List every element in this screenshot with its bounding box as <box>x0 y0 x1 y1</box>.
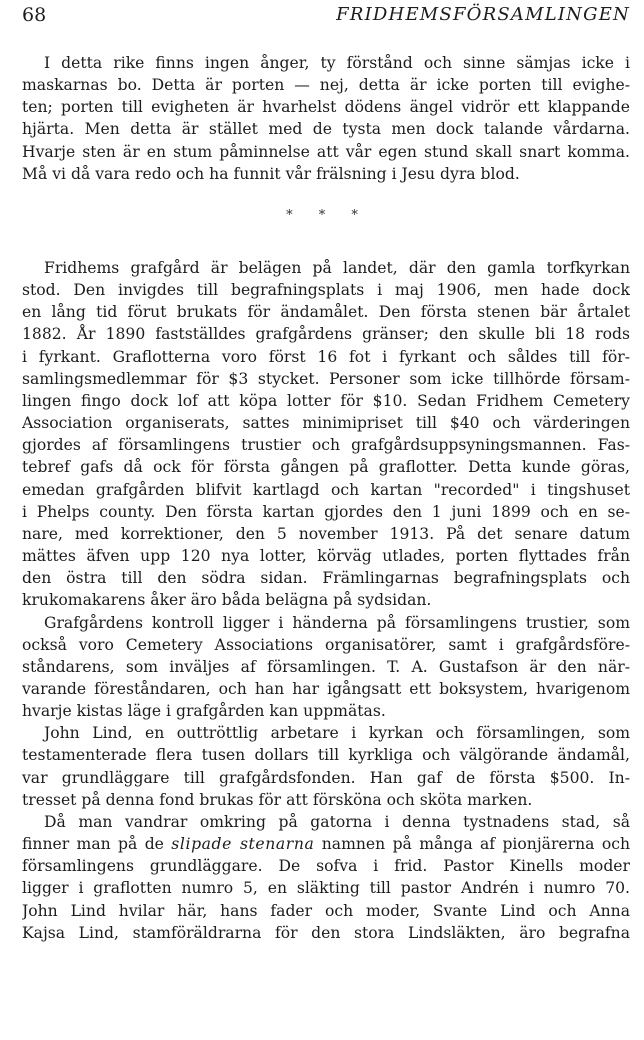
text-line: Grafgårdens kontroll ligger i händerna på församlingens trustier, som <box>44 613 630 632</box>
running-head <box>22 4 630 30</box>
text-line: I detta rike finns ingen ånger, ty förstånd och sinne sämjas icke i <box>44 54 630 72</box>
text-line: ten; porten till evigheten är hvarhelst dödens ängel vidrör ett klappande <box>22 98 630 117</box>
text-line: tresset på denna fond brukas för att försköna och sköta marken. <box>22 790 533 809</box>
text-line: Association organiserats, sattes minimipriset till $40 och värderingen <box>22 414 630 433</box>
asterisk: * <box>286 208 293 223</box>
text-line: varande föreståndaren, och han har igångsatt ett boksystem, hvarigenom <box>22 679 630 698</box>
section-break <box>0 208 644 223</box>
text-line: gjordes af församlingens trustier och grafgårdsuppsyningsmannen. Fas- <box>22 436 630 455</box>
text-line: mättes äfven upp 120 nya lotter, körväg utlades, porten flyttades från <box>22 547 630 566</box>
text-line: samlingsmedlemmar för $3 stycket. Personer som icke tillhörde försam- <box>22 369 630 388</box>
text-line: lingen fingo dock lof att köpa lotter för $10. Sedan Fridhem Cemetery <box>22 391 630 410</box>
emphasized-phrase: slipade stenarna <box>171 835 315 854</box>
asterisk: * <box>318 208 326 223</box>
text-line: krukomakarens åker äro båda belägna på sydsidan. <box>22 591 432 610</box>
text-line: stod. Den invigdes till begrafningsplats i maj 1906, men hade dock <box>22 281 630 300</box>
paragraph-cemetery <box>22 257 630 944</box>
text-line: testamenterade flera tusen dollars till kyrkliga och välgörande ändamål, <box>22 746 630 765</box>
text-line: den östra till den södra sidan. Främlingarnas begrafningsplats och <box>22 569 630 588</box>
text-line: emedan grafgården blifvit kartlagd och kartan "recorded" i tingshuset <box>22 480 630 499</box>
text-line: John Lind, en outtröttlig arbetare i kyrkan och församlingen, som <box>44 724 630 743</box>
running-title: FRIDHEMSFÖRSAMLINGEN <box>336 4 630 25</box>
text-line-emphasis <box>22 833 630 855</box>
text-line: Må vi då vara redo och ha funnit vår frälsning i Jesu dyra blod. <box>22 164 520 183</box>
text-line: i fyrkant. Graflotterna voro först 16 fot i fyrkant och såldes till för- <box>22 347 630 366</box>
text-line: 1882. År 1890 fastställdes grafgårdens gränser; den skulle bli 18 rods <box>22 325 630 344</box>
text-line: ståndarens, som inväljes af församlingen. T. A. Gustafson är den när- <box>22 657 630 676</box>
text-line: ligger i graflotten numro 5, en släkting till pastor Andrén i numro 70. <box>22 879 630 898</box>
asterisk: * <box>351 208 358 223</box>
text-line: Kajsa Lind, stamföräldrarna för den stora Lindsläkten, äro begrafna <box>22 923 630 942</box>
text-line: i Phelps county. Den första kartan gjordes den 1 juni 1899 och en se- <box>22 502 630 521</box>
text-line: hjärta. Men detta är stället med de tysta men dock talande vårdarna. <box>22 120 630 139</box>
text-line: var grundläggare till grafgårdsfonden. Han gaf de första $500. In- <box>22 768 630 787</box>
text-line: nare, med korrektioner, den 5 november 1913. På det senare datum <box>22 524 630 543</box>
text-line: maskarnas bo. Detta är porten — nej, detta är icke porten till evighe- <box>22 76 630 95</box>
text-line: tebref gafs då ock för första gången på graflotter. Detta kunde göras, <box>22 458 630 477</box>
page-number: 68 <box>22 4 47 26</box>
text-line: John Lind hvilar här, hans fader och moder, Svante Lind och Anna <box>22 901 630 920</box>
text-line: Då man vandrar omkring på gatorna i denna tystnadens stad, så <box>44 812 630 831</box>
text-line: Fridhems grafgård är belägen på landet, där den gamla torfkyrkan <box>44 259 630 277</box>
text-segment: namnen på många af pionjärerna och <box>314 835 630 854</box>
text-line: också voro Cemetery Associations organisatörer, samt i grafgårdsföre- <box>22 635 630 654</box>
text-line: en lång tid förut brukats för ändamålet. Den första stenen bär årtalet <box>22 303 630 322</box>
paragraph-opening <box>22 52 630 185</box>
text-line: hvarje kistas läge i grafgården kan uppmätas. <box>22 702 386 721</box>
text-line: församlingens grundläggare. De sofva i frid. Pastor Kinells moder <box>22 857 630 876</box>
text-line: Hvarje sten är en stum påminnelse att vår egen stund skall snart komma. <box>22 142 630 161</box>
text-segment: finner man på de <box>22 835 172 854</box>
